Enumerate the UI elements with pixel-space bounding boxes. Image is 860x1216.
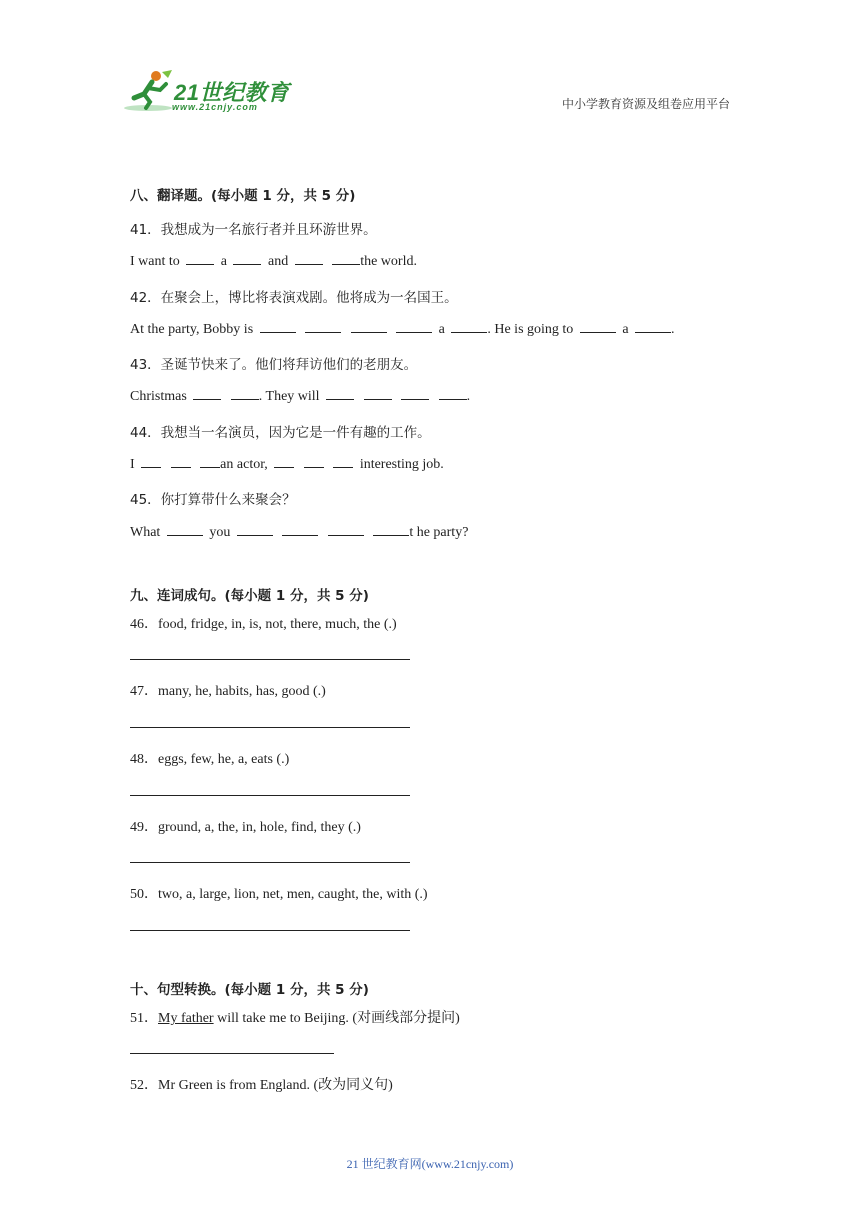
q44-blank-3[interactable]	[200, 455, 220, 468]
q42-blank-2[interactable]	[305, 320, 341, 333]
q45-blank-5[interactable]	[373, 523, 409, 536]
q42-text-3: . He is going to	[487, 322, 574, 337]
q45-blank-3[interactable]	[282, 523, 318, 536]
logo-url: www.21cnjy.com	[172, 102, 258, 112]
q41-text-4: the world.	[360, 254, 417, 269]
q44-blank-2[interactable]	[171, 455, 191, 468]
q43-blank-6[interactable]	[439, 387, 467, 400]
q41-text-2: a	[220, 254, 227, 269]
q45-english	[130, 523, 468, 541]
q41-blank-3[interactable]	[295, 252, 323, 265]
q51-number: 51．	[130, 1011, 158, 1026]
q42-blank-5[interactable]	[451, 320, 487, 333]
q48-prompt: 48．eggs, few, he, a, eats (.)	[130, 752, 290, 767]
q48-answer-line[interactable]	[130, 795, 410, 796]
q44-blank-6[interactable]	[333, 455, 353, 468]
q42-text-2: a	[438, 322, 445, 337]
section-10-title: 十、句型转换。(每小题 1 分，共 5 分)	[130, 982, 369, 998]
q50-answer-line[interactable]	[130, 930, 410, 931]
q42-english	[130, 320, 675, 338]
q43-blank-4[interactable]	[364, 387, 392, 400]
q43-text-1: Christmas	[130, 389, 187, 404]
q41-text-3: and	[267, 254, 289, 269]
q42-blank-3[interactable]	[351, 320, 387, 333]
q43-blank-1[interactable]	[193, 387, 221, 400]
q44-blank-5[interactable]	[304, 455, 324, 468]
q42-blank-1[interactable]	[260, 320, 296, 333]
q44-text-2: an actor,	[220, 457, 268, 472]
q41-blank-2[interactable]	[233, 252, 261, 265]
runner-logo-icon	[122, 68, 174, 114]
q41-blank-1[interactable]	[186, 252, 214, 265]
q47-answer-line[interactable]	[130, 727, 410, 728]
q44-blank-4[interactable]	[274, 455, 294, 468]
q42-chinese: 42．在聚会上，博比将表演戏剧。他将成为一名国王。	[130, 290, 458, 306]
q45-text-2: you	[209, 525, 231, 540]
q45-blank-1[interactable]	[167, 523, 203, 536]
q44-text-3: interesting job.	[359, 457, 444, 472]
q46-prompt: 46．food, fridge, in, is, not, there, much, the (.)	[130, 617, 397, 632]
q44-text-1: I	[130, 457, 135, 472]
logo-text: 21世纪教育	[174, 80, 290, 105]
page-footer: 21 世纪教育网(www.21cnjy.com)	[346, 1157, 514, 1171]
q52-prompt: 52．Mr Green is from England. (改为同义句)	[130, 1078, 393, 1093]
q42-text-1: At the party, Bobby is	[130, 322, 254, 337]
q43-blank-2[interactable]	[231, 387, 259, 400]
section-9-title: 九、连词成句。(每小题 1 分，共 5 分)	[130, 588, 369, 604]
q45-chinese: 45．你打算带什么来聚会？	[130, 492, 296, 508]
section-8-title: 八、翻译题。(每小题 1 分，共 5 分)	[130, 188, 356, 204]
q43-blank-5[interactable]	[401, 387, 429, 400]
platform-title: 中小学教育资源及组卷应用平台	[561, 97, 730, 111]
q49-prompt: 49．ground, a, the, in, hole, find, they (.)	[130, 820, 361, 835]
q42-text-4: a	[622, 322, 629, 337]
q42-text-5: .	[671, 322, 675, 337]
q43-blank-3[interactable]	[326, 387, 354, 400]
q43-chinese: 43．圣诞节快来了。他们将拜访他们的老朋友。	[130, 357, 418, 373]
q42-blank-6[interactable]	[580, 320, 616, 333]
q49-answer-line[interactable]	[130, 862, 410, 863]
q43-text-2: . They will	[258, 389, 320, 404]
q45-text-3: t he party?	[409, 525, 469, 540]
q46-answer-line[interactable]	[130, 659, 410, 660]
q51-rest: will take me to Beijing. (对画线部分提问)	[213, 1011, 460, 1026]
q44-chinese: 44．我想当一名演员，因为它是一件有趣的工作。	[130, 425, 431, 441]
q41-chinese: 41．我想成为一名旅行者并且环游世界。	[130, 222, 377, 238]
logo	[122, 68, 302, 118]
q42-blank-4[interactable]	[396, 320, 432, 333]
q44-english	[130, 455, 444, 473]
q41-english	[130, 252, 417, 270]
page-header	[0, 0, 860, 140]
q43-text-3: .	[466, 389, 471, 404]
q51-underlined-text: My father	[158, 1011, 214, 1026]
q51-prompt	[130, 1007, 460, 1027]
q41-text-1: I want to	[130, 254, 180, 269]
q43-english	[130, 387, 470, 405]
q45-text-1: What	[130, 525, 161, 540]
q47-prompt: 47．many, he, habits, has, good (.)	[130, 684, 326, 699]
q45-blank-4[interactable]	[328, 523, 364, 536]
q51-answer-line[interactable]	[130, 1053, 334, 1054]
q41-blank-4[interactable]	[332, 252, 360, 265]
q45-blank-2[interactable]	[237, 523, 273, 536]
q42-blank-7[interactable]	[635, 320, 671, 333]
q50-prompt: 50．two, a, large, lion, net, men, caught, the, with (.)	[130, 887, 428, 902]
q44-blank-1[interactable]	[141, 455, 161, 468]
